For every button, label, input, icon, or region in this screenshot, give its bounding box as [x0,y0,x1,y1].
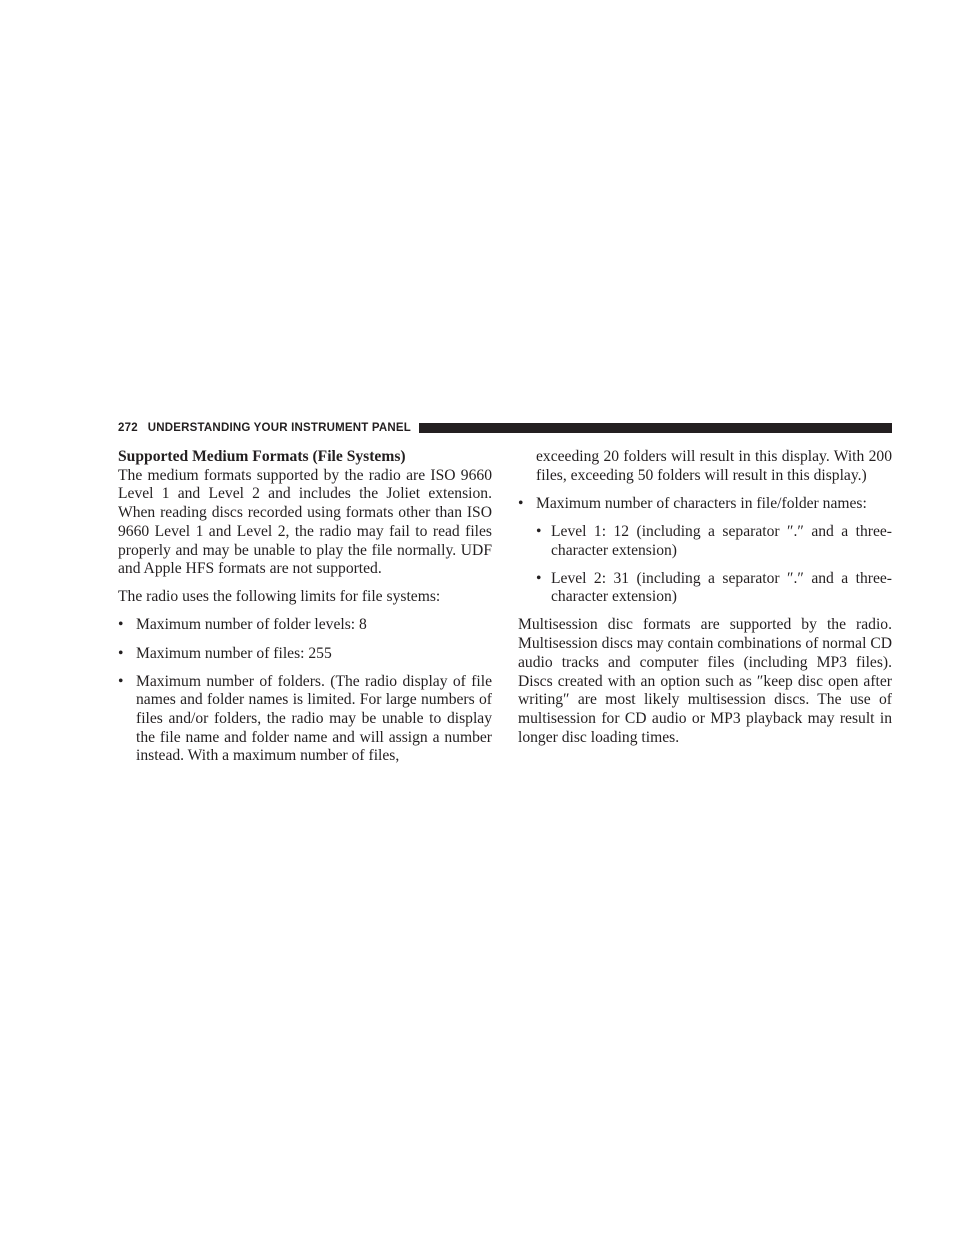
limits-list [118,616,492,766]
sub-list-item: • Level 2: 31 (including a separator ″.″ and a three-character extension) [536,570,892,607]
left-column [118,448,492,776]
right-column [518,448,892,757]
page-number: 272 [118,422,138,434]
list-item: • Maximum number of folders. (The radio display of file names and folder names is limited. For large numbers of files and/or folders, the radio may be unable to display the file name and folder name and will assign a number instead. With a maximum number of files, [118,673,492,767]
list-item: • Maximum number of files: 255 [118,645,492,664]
header-rule [419,423,892,433]
paragraph-multisession: Multisession disc formats are supported by the radio. Multisession discs may contain combinations of normal CD audio tracks and computer files (including MP3 files). Discs created with an option such as ″keep disc open after writing″ are most likely multisession discs. The use of multisession for CD audio or MP3 playback may result in longer disc loading times. [518,616,892,746]
subheading: Supported Medium Formats (File Systems) [118,448,406,465]
sub-list [536,523,892,607]
list-item [518,495,892,607]
paragraph-formats: The medium formats supported by the radio are ISO 9660 Level 1 and Level 2 and includes the Joliet extension. When reading discs recorded using formats other than ISO 9660 Level 1 and Level 2, the radio may fail to read files properly and may be unable to play the file normally. UDF and Apple HFS formats are not supported. [118,466,492,578]
characters-list [518,495,892,607]
paragraph-limits-intro: The radio uses the following limits for file systems: [118,588,441,606]
list-item-continuation: exceeding 20 folders will result in this display. With 200 files, exceeding 50 folders will result in this display.) [536,448,892,484]
list-item-text: Maximum number of characters in file/folder names: [536,494,867,512]
list-item: • Maximum number of folder levels: 8 [118,616,492,635]
sub-list-item: • Level 1: 12 (including a separator ″.″ and a three-character extension) [536,523,892,560]
page-header [118,420,892,436]
section-title: UNDERSTANDING YOUR INSTRUMENT PANEL [147,422,411,434]
